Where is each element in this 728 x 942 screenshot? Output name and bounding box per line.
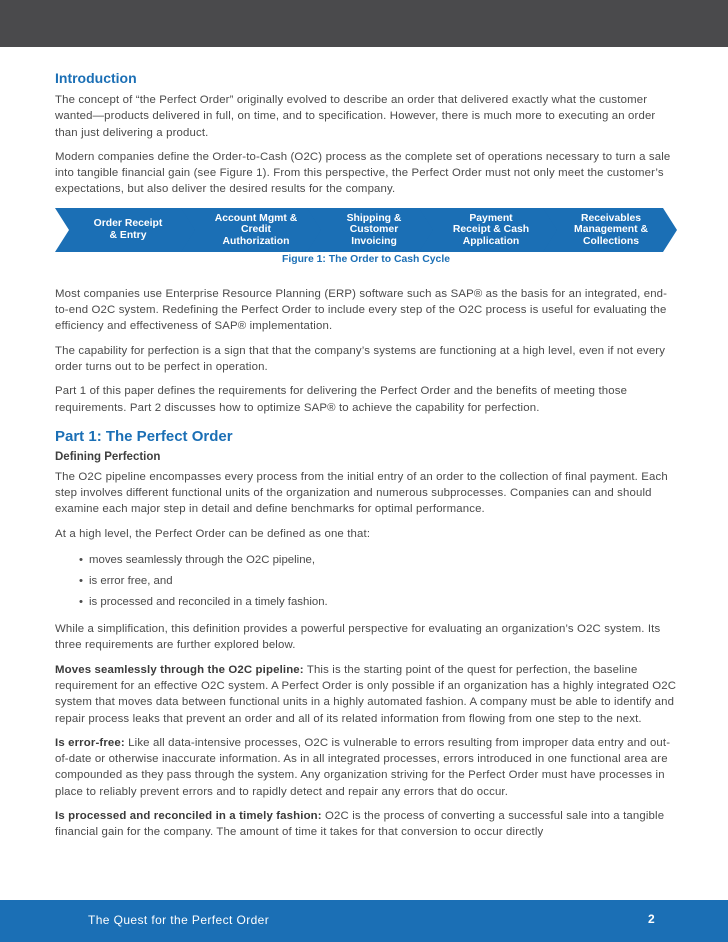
seamless-text: This is the starting point of the quest for perfection, the baseline requirement for an effective O2C system. A Perfect Order is only possible if an organization has a highly integrated O2C system that moves data between functional units in a highly automated fashion. A company must be able to identify and repair process leaks that prevent an order and all of its related information from flowing from one step to the next.	[55, 663, 677, 725]
intro-paragraph-1: The concept of “the Perfect Order” originally evolved to describe an order that delivered exactly what the customer wanted—products delivered in full, on time, and to specification. However, there is much more to executing an order than just delivering a product.	[55, 94, 656, 139]
list-item: • is error free, and	[79, 571, 677, 592]
error-free-lead: Is error-free:	[55, 736, 125, 749]
pipeline-paragraph: The O2C pipeline encompasses every process from the initial entry of an order to the collection of final payment. Each step involves different functional units of the organization and numerous subprocesses. Companies can and should examine each major step in detail and define benchmarks for optimal performance.	[55, 470, 668, 516]
step-shipping: Shipping & Customer Invoicing	[346, 212, 402, 247]
defining-perfection-heading: Defining Perfection	[55, 450, 161, 463]
error-free-paragraph	[55, 735, 677, 800]
header-bar	[0, 0, 728, 47]
timely-text: O2C is the process of converting a successful sale into a tangible financial gain for the company. The amount of time it takes for that conversion to occur directly	[55, 810, 665, 839]
part1-heading: Part 1: The Perfect Order	[55, 427, 233, 445]
figure-caption: Figure 1: The Order to Cash Cycle	[281, 253, 451, 265]
simplification-paragraph: While a simplification, this definition provides a powerful perspective for evaluating an organization’s O2C system. Its three requirements are further explored below.	[55, 623, 661, 652]
seamless-paragraph	[55, 662, 677, 727]
requirements-list	[55, 550, 677, 613]
seamless-lead: Moves seamlessly through the O2C pipeline:	[55, 663, 304, 676]
timely-paragraph	[55, 808, 677, 841]
overview-paragraph: Part 1 of this paper defines the requirements for delivering the Perfect Order and the benefits of meeting those requirements. Part 2 discusses how to optimize SAP® to achieve the capability for perfection.	[55, 385, 628, 414]
intro-heading: Introduction	[55, 70, 137, 86]
step-order-receipt: Order Receipt & Entry	[93, 218, 163, 241]
footer-bar	[0, 900, 728, 942]
definition-paragraph: At a high level, the Perfect Order can be defined as one that:	[55, 527, 371, 540]
step-payment: Payment Receipt & Cash Application	[452, 212, 530, 247]
page-content	[55, 70, 677, 849]
list-item: • is processed and reconciled in a timely fashion.	[79, 592, 677, 613]
footer-title: The Quest for the Perfect Order	[88, 913, 270, 927]
order-to-cash-figure	[55, 208, 677, 266]
capability-paragraph: The capability for perfection is a sign that that the company’s systems are functioning at a high level, even if not every order turns out to be perfect in operation.	[55, 344, 666, 373]
list-item: • moves seamlessly through the O2C pipeline,	[79, 550, 677, 571]
error-free-text: Like all data-intensive processes, O2C is vulnerable to errors resulting from improper data entry and out-of-date or otherwise inaccurate information. As in all integrated processes, errors introduced in one functional area are compounded as they pass through the system. Any organization striving for the Perfect Order must have processes in place to reliably prevent errors and to rapidly detect and repair any errors that do occur.	[55, 736, 671, 798]
page-number: 2	[648, 912, 655, 926]
erp-paragraph: Most companies use Enterprise Resource Planning (ERP) software such as SAP® as the basis for an integrated, end-to-end O2C system. Redefining the Perfect Order to include every step of the O2C process is useful for evaluating the efficiency and effectiveness of SAP® implementation.	[55, 287, 668, 333]
timely-lead: Is processed and reconciled in a timely fashion:	[55, 810, 322, 823]
step-receivables: Receivables Management & Collections	[574, 212, 648, 247]
intro-paragraph-2: Modern companies define the Order-to-Cash (O2C) process as the complete set of operations necessary to turn a sale into tangible financial gain (see Figure 1). From this perspective, the Perfect Order must not only meet the customer’s expectations, but also deliver the desired results for the company.	[55, 150, 671, 196]
step-account-mgmt: Account Mgmt & Credit Authorization	[214, 212, 298, 247]
